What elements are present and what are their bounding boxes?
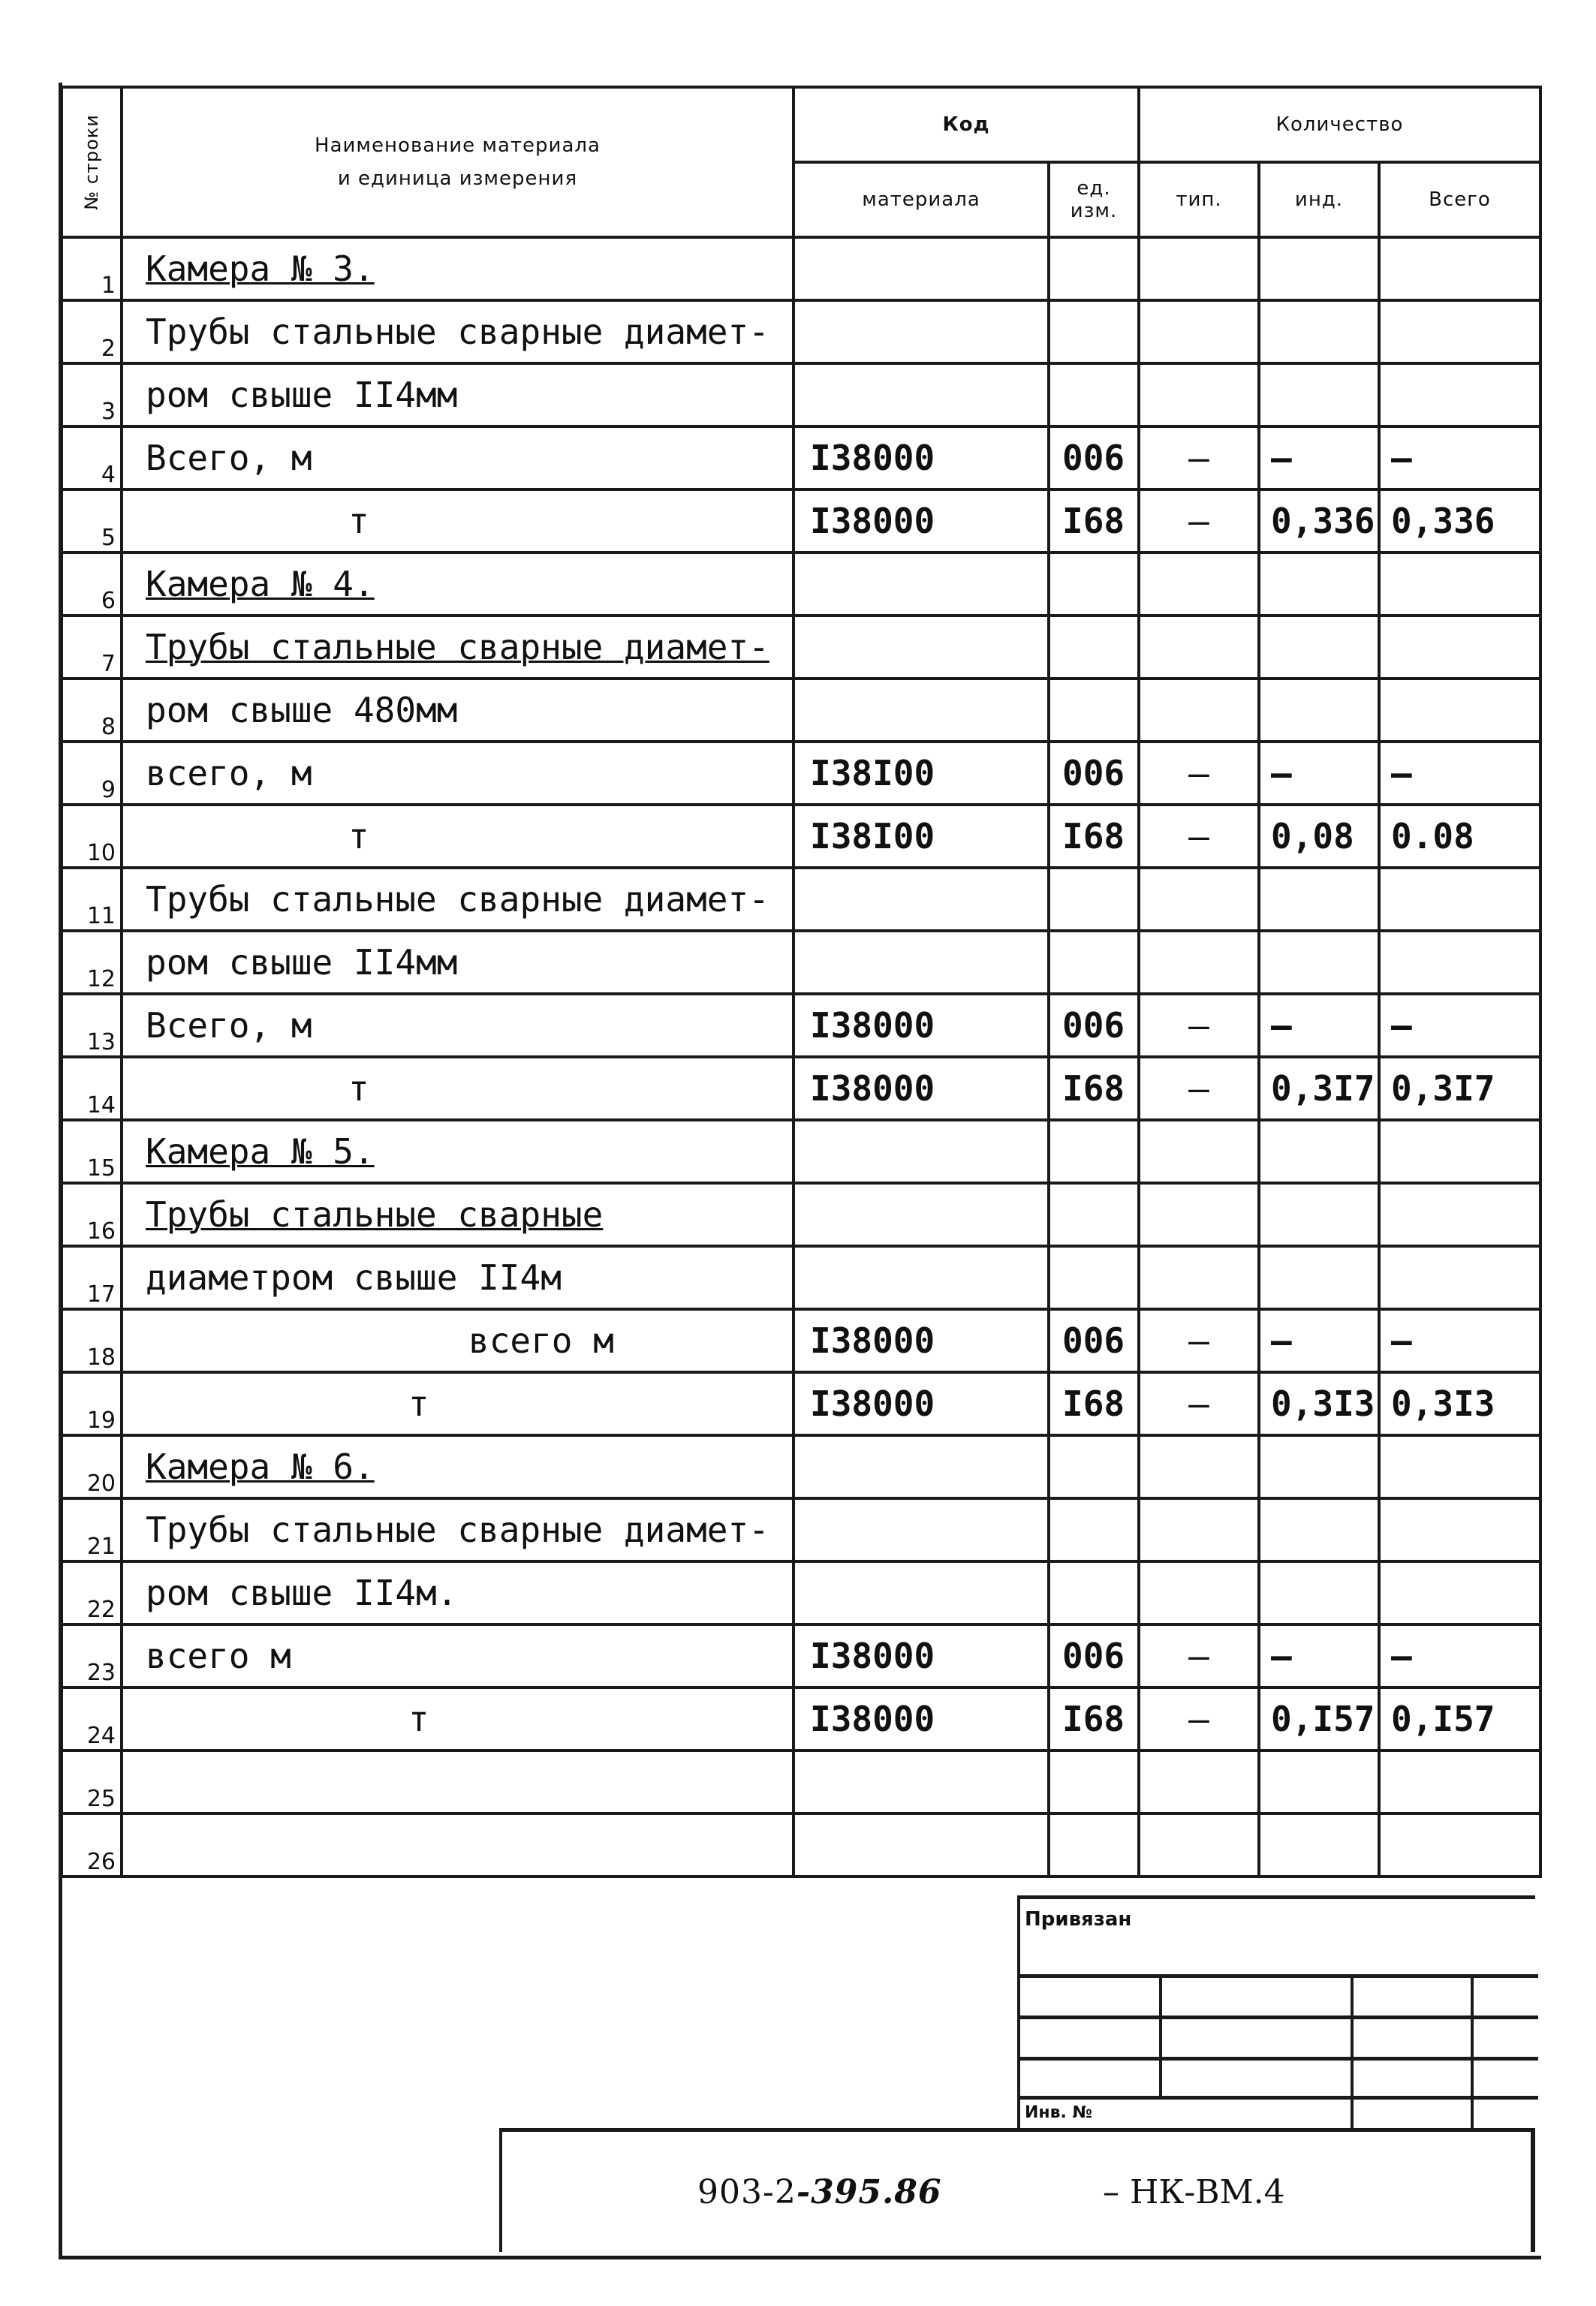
qty-ind — [1259, 616, 1379, 679]
unit-code: 006 — [1049, 742, 1139, 805]
qty-typ — [1139, 363, 1259, 426]
stamp-inventory-label: Инв. № — [1025, 2103, 1093, 2122]
row-number: 8 — [62, 679, 122, 742]
material-name: Трубы стальные сварные диамет- — [122, 1498, 793, 1561]
qty-total — [1379, 363, 1540, 426]
unit-code — [1049, 300, 1139, 363]
qty-ind — [1259, 1814, 1379, 1877]
qty-total: 0,3I7 — [1379, 1057, 1540, 1120]
material-code — [793, 1498, 1049, 1561]
qty-total: 0.08 — [1379, 805, 1540, 868]
material-code: I38000 — [793, 1309, 1049, 1372]
row-number: 13 — [62, 994, 122, 1057]
unit-code — [1049, 868, 1139, 931]
unit-code: 006 — [1049, 1309, 1139, 1372]
unit-code: 006 — [1049, 1624, 1139, 1687]
header-material-name — [122, 87, 793, 237]
table-body — [62, 237, 1540, 1877]
material-code — [793, 363, 1049, 426]
qty-total — [1379, 552, 1540, 616]
qty-ind: 0,I57 — [1259, 1687, 1379, 1751]
table-row — [62, 1183, 1540, 1246]
qty-typ — [1139, 1814, 1259, 1877]
material-code — [793, 1120, 1049, 1183]
unit-code — [1049, 931, 1139, 994]
header-row-number — [62, 87, 122, 237]
qty-total: 0,I57 — [1379, 1687, 1540, 1751]
qty-total — [1379, 1751, 1540, 1814]
material-code — [793, 931, 1049, 994]
table-row — [62, 1561, 1540, 1624]
qty-total: – — [1379, 1624, 1540, 1687]
material-code: I38I00 — [793, 742, 1049, 805]
qty-ind: 0,08 — [1259, 805, 1379, 868]
stamp-divider — [1159, 1974, 1162, 2098]
row-number: 5 — [62, 489, 122, 552]
unit-code — [1049, 679, 1139, 742]
row-number: 1 — [62, 237, 122, 300]
unit-code — [1049, 1246, 1139, 1309]
qty-ind: – — [1259, 1309, 1379, 1372]
material-code: I38000 — [793, 489, 1049, 552]
row-number: 10 — [62, 805, 122, 868]
material-name: Всего, м — [122, 426, 793, 489]
table-row — [62, 742, 1540, 805]
stamp-divider — [1020, 2057, 1538, 2061]
qty-ind: 0,3I3 — [1259, 1372, 1379, 1435]
header-qty-total: Всего — [1379, 162, 1540, 237]
material-name: всего, м — [122, 742, 793, 805]
material-name: Трубы стальные сварные — [122, 1183, 793, 1246]
title-block — [499, 2128, 1535, 2252]
qty-typ — [1139, 1435, 1259, 1498]
table-row — [62, 1624, 1540, 1687]
qty-typ — [1139, 1561, 1259, 1624]
qty-ind — [1259, 1120, 1379, 1183]
unit-code — [1049, 363, 1139, 426]
row-number: 23 — [62, 1624, 122, 1687]
material-name: всего м — [122, 1309, 793, 1372]
qty-typ: – — [1139, 1624, 1259, 1687]
material-name: ром свыше II4мм — [122, 931, 793, 994]
qty-total — [1379, 300, 1540, 363]
qty-typ — [1139, 616, 1259, 679]
unit-code — [1049, 1120, 1139, 1183]
qty-ind — [1259, 1183, 1379, 1246]
qty-total — [1379, 868, 1540, 931]
stamp-divider — [1020, 1974, 1538, 1978]
row-number: 22 — [62, 1561, 122, 1624]
material-name: Трубы стальные сварные диамет- — [122, 616, 793, 679]
unit-code — [1049, 237, 1139, 300]
unit-code — [1049, 1561, 1139, 1624]
stamp-attached-label: Привязан — [1025, 1908, 1132, 1931]
material-code — [793, 1183, 1049, 1246]
row-number: 6 — [62, 552, 122, 616]
qty-typ: – — [1139, 1309, 1259, 1372]
qty-ind — [1259, 363, 1379, 426]
qty-total: – — [1379, 994, 1540, 1057]
table-row — [62, 1309, 1540, 1372]
unit-code: I68 — [1049, 1372, 1139, 1435]
material-code: I38000 — [793, 1624, 1049, 1687]
sheet-code: – НК-ВМ.4 — [1103, 2173, 1285, 2211]
material-name — [122, 1814, 793, 1877]
material-name: Камера № 3. — [122, 237, 793, 300]
table-row — [62, 1120, 1540, 1183]
qty-typ — [1139, 931, 1259, 994]
qty-typ — [1139, 1183, 1259, 1246]
qty-total — [1379, 931, 1540, 994]
stamp-divider — [1471, 1974, 1474, 2132]
table-row — [62, 1372, 1540, 1435]
qty-ind: – — [1259, 426, 1379, 489]
material-code — [793, 1246, 1049, 1309]
stamp-divider — [1020, 2015, 1538, 2019]
table-row — [62, 426, 1540, 489]
qty-typ: – — [1139, 426, 1259, 489]
row-number: 9 — [62, 742, 122, 805]
qty-ind — [1259, 1246, 1379, 1309]
header-material-name-label: Наименование материала и единица измерения — [315, 134, 601, 190]
table-row — [62, 1751, 1540, 1814]
qty-total — [1379, 1498, 1540, 1561]
unit-code — [1049, 1814, 1139, 1877]
header-qty-ind: инд. — [1259, 162, 1379, 237]
table-row — [62, 1435, 1540, 1498]
qty-ind — [1259, 237, 1379, 300]
qty-ind: 0,336 — [1259, 489, 1379, 552]
table-row — [62, 679, 1540, 742]
material-name: всего м — [122, 1624, 793, 1687]
header-row-number-label: № строки — [81, 114, 102, 210]
material-name: Камера № 4. — [122, 552, 793, 616]
qty-total — [1379, 237, 1540, 300]
material-name: ром свыше II4мм — [122, 363, 793, 426]
document-code-handwritten: -395.86 — [796, 2173, 942, 2211]
unit-code — [1049, 552, 1139, 616]
table-row — [62, 300, 1540, 363]
row-number: 16 — [62, 1183, 122, 1246]
qty-total — [1379, 1183, 1540, 1246]
table-row — [62, 994, 1540, 1057]
header-code-group: Код — [793, 87, 1139, 162]
header-code-unit: ед. изм. — [1049, 162, 1139, 237]
qty-typ: – — [1139, 489, 1259, 552]
qty-ind: – — [1259, 994, 1379, 1057]
stamp-divider — [1351, 1974, 1354, 2132]
material-name: т — [122, 1057, 793, 1120]
table-row — [62, 237, 1540, 300]
qty-total — [1379, 1435, 1540, 1498]
row-number: 14 — [62, 1057, 122, 1120]
material-code — [793, 1561, 1049, 1624]
material-code — [793, 616, 1049, 679]
qty-typ — [1139, 679, 1259, 742]
material-code — [793, 237, 1049, 300]
unit-code — [1049, 1183, 1139, 1246]
unit-code: I68 — [1049, 805, 1139, 868]
qty-typ — [1139, 300, 1259, 363]
material-code — [793, 1814, 1049, 1877]
header-code-material: материала — [793, 162, 1049, 237]
unit-code — [1049, 1435, 1139, 1498]
material-code: I38000 — [793, 994, 1049, 1057]
material-name: диаметром свыше II4м — [122, 1246, 793, 1309]
row-number: 19 — [62, 1372, 122, 1435]
row-number: 17 — [62, 1246, 122, 1309]
material-name: Трубы стальные сварные диамет- — [122, 300, 793, 363]
row-number: 26 — [62, 1814, 122, 1877]
qty-ind — [1259, 868, 1379, 931]
qty-typ: – — [1139, 1057, 1259, 1120]
material-code — [793, 868, 1049, 931]
qty-ind: – — [1259, 1624, 1379, 1687]
unit-code: I68 — [1049, 1057, 1139, 1120]
qty-total — [1379, 1814, 1540, 1877]
row-number: 2 — [62, 300, 122, 363]
table-row — [62, 616, 1540, 679]
qty-total — [1379, 1561, 1540, 1624]
unit-code: I68 — [1049, 489, 1139, 552]
material-code: I38000 — [793, 1057, 1049, 1120]
unit-code: 006 — [1049, 994, 1139, 1057]
qty-ind — [1259, 1561, 1379, 1624]
row-number: 12 — [62, 931, 122, 994]
table-row — [62, 552, 1540, 616]
row-number: 18 — [62, 1309, 122, 1372]
unit-code: 006 — [1049, 426, 1139, 489]
qty-total — [1379, 1246, 1540, 1309]
header-qty-typ: тип. — [1139, 162, 1259, 237]
qty-typ: – — [1139, 1372, 1259, 1435]
material-code — [793, 300, 1049, 363]
row-number: 15 — [62, 1120, 122, 1183]
row-number: 11 — [62, 868, 122, 931]
material-code: I38000 — [793, 1372, 1049, 1435]
qty-total: – — [1379, 1309, 1540, 1372]
material-name: Трубы стальные сварные диамет- — [122, 868, 793, 931]
material-code: I38000 — [793, 1687, 1049, 1751]
qty-ind — [1259, 300, 1379, 363]
material-name: ром свыше 480мм — [122, 679, 793, 742]
row-number: 4 — [62, 426, 122, 489]
table-row — [62, 1498, 1540, 1561]
unit-code: I68 — [1049, 1687, 1139, 1751]
row-number: 25 — [62, 1751, 122, 1814]
table-row — [62, 363, 1540, 426]
row-number: 24 — [62, 1687, 122, 1751]
qty-ind: 0,3I7 — [1259, 1057, 1379, 1120]
qty-typ — [1139, 1751, 1259, 1814]
material-code — [793, 552, 1049, 616]
material-name: т — [122, 489, 793, 552]
qty-typ — [1139, 237, 1259, 300]
qty-total — [1379, 1120, 1540, 1183]
table-row — [62, 931, 1540, 994]
qty-typ — [1139, 868, 1259, 931]
qty-typ — [1139, 552, 1259, 616]
material-code: I38000 — [793, 426, 1049, 489]
material-name: т — [122, 1687, 793, 1751]
table-row — [62, 489, 1540, 552]
material-name — [122, 1751, 793, 1814]
qty-total: 0,336 — [1379, 489, 1540, 552]
material-code — [793, 1751, 1049, 1814]
materials-table — [60, 86, 1542, 1878]
row-number: 21 — [62, 1498, 122, 1561]
qty-ind — [1259, 1498, 1379, 1561]
qty-ind — [1259, 931, 1379, 994]
header-quantity-group: Количество — [1139, 87, 1540, 162]
table-row — [62, 1687, 1540, 1751]
material-name: т — [122, 1372, 793, 1435]
row-number: 3 — [62, 363, 122, 426]
qty-total: – — [1379, 426, 1540, 489]
unit-code — [1049, 616, 1139, 679]
qty-typ — [1139, 1498, 1259, 1561]
qty-typ: – — [1139, 1687, 1259, 1751]
material-code: I38I00 — [793, 805, 1049, 868]
qty-ind: – — [1259, 742, 1379, 805]
qty-typ: – — [1139, 805, 1259, 868]
attachment-stamp — [1017, 1895, 1535, 2128]
row-number: 20 — [62, 1435, 122, 1498]
qty-typ: – — [1139, 742, 1259, 805]
qty-ind — [1259, 679, 1379, 742]
table-row — [62, 1814, 1540, 1877]
qty-ind — [1259, 552, 1379, 616]
table-row — [62, 1246, 1540, 1309]
material-name: Камера № 6. — [122, 1435, 793, 1498]
qty-total: 0,3I3 — [1379, 1372, 1540, 1435]
row-number: 7 — [62, 616, 122, 679]
document-code-printed: 903-2 — [697, 2173, 796, 2211]
qty-total — [1379, 679, 1540, 742]
qty-typ — [1139, 1120, 1259, 1183]
document-code — [697, 2173, 942, 2211]
qty-ind — [1259, 1751, 1379, 1814]
table-row — [62, 805, 1540, 868]
material-name: ром свыше II4м. — [122, 1561, 793, 1624]
stamp-divider — [1020, 2096, 1538, 2100]
qty-total: – — [1379, 742, 1540, 805]
table-row — [62, 868, 1540, 931]
qty-ind — [1259, 1435, 1379, 1498]
material-code — [793, 1435, 1049, 1498]
material-name: Камера № 5. — [122, 1120, 793, 1183]
material-code — [793, 679, 1049, 742]
qty-total — [1379, 616, 1540, 679]
qty-typ — [1139, 1246, 1259, 1309]
material-name: т — [122, 805, 793, 868]
table-row — [62, 1057, 1540, 1120]
qty-typ: – — [1139, 994, 1259, 1057]
unit-code — [1049, 1751, 1139, 1814]
material-name: Всего, м — [122, 994, 793, 1057]
unit-code — [1049, 1498, 1139, 1561]
